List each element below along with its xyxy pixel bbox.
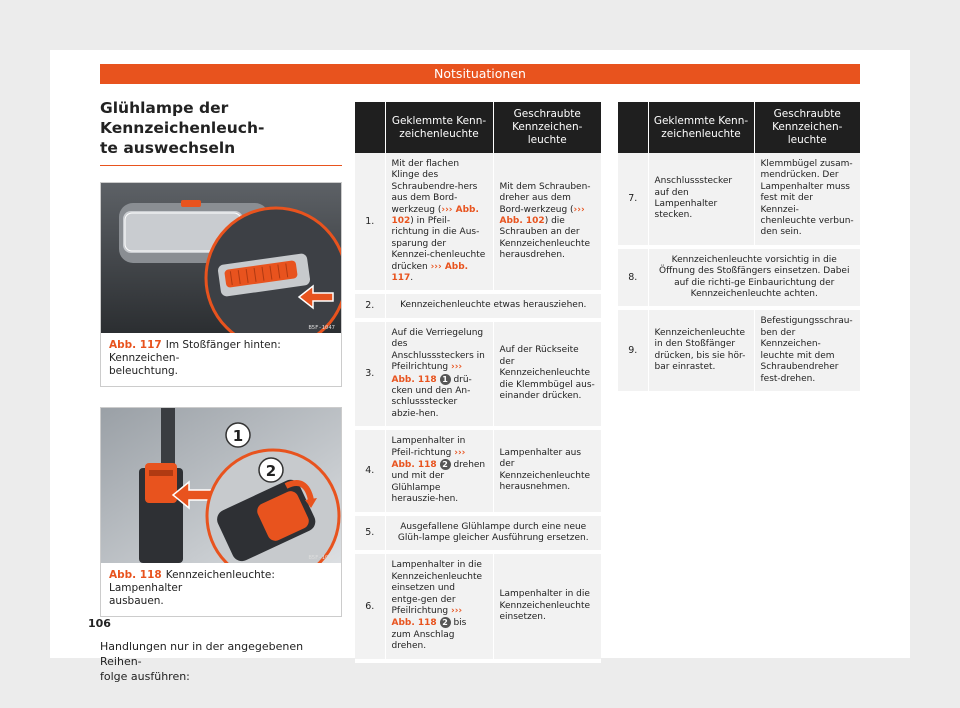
- table-row: [618, 308, 860, 392]
- chapter-title: Notsituationen: [434, 66, 526, 81]
- step-clipped: Mit der flachen Klinge des Schraubendre-hers aus dem Bord-werkzeug (››› Abb. 102) in Pfeil-richtung in die Aus-sparung der Kennzei-chenleuchte drücken ››› Abb. 117.: [385, 153, 493, 292]
- table-row: [355, 320, 601, 428]
- callout-marker: 2: [440, 617, 451, 628]
- table-row: [618, 153, 860, 247]
- step-clipped: Lampenhalter in Pfeil-richtung ››› Abb. 118 2 drehen und mit der Glühlampe herauszie-hen.: [385, 428, 493, 513]
- table-row: [618, 247, 860, 309]
- table-header-num: [355, 102, 385, 153]
- step-clipped: Anschlussstecker auf den Lampenhalter stecken.: [648, 153, 754, 247]
- step-number: 2.: [355, 292, 385, 319]
- table-row: [355, 292, 601, 319]
- chapter-header: [100, 64, 860, 84]
- step-shared: Kennzeichenleuchte etwas herausziehen.: [385, 292, 601, 319]
- bumper-license-light-illustration: [101, 183, 341, 333]
- table-header-screwed: Geschraubte Kennzeichen- leuchte: [754, 102, 860, 153]
- procedure-table-part1: [355, 102, 601, 663]
- lamp-holder-illustration: [101, 408, 341, 563]
- cross-reference-link[interactable]: ››› Abb. 118: [391, 447, 466, 470]
- intro-text: Handlungen nur in der angegebenen Reihen- folge ausführen:: [100, 640, 304, 683]
- step-number: 5.: [355, 514, 385, 553]
- step-screwed: Klemmbügel zusam-mendrücken. Der Lampenhalter muss fest mit der Kennzei-chenleuchte verbun-den sein.: [754, 153, 860, 247]
- table-header-clipped: Geklemmte Kenn- zeichenleuchte: [385, 102, 493, 153]
- step-clipped: Kennzeichenleuchte in den Stoßfänger drücken, bis sie hör-bar einrastet.: [648, 308, 754, 392]
- table-header-row: [355, 102, 601, 153]
- step-screwed: Mit dem Schrauben-dreher aus dem Bord-werkzeug (››› Abb. 102) die Schrauben an der Kennzeichenleuchte herausdrehen.: [493, 153, 601, 292]
- callout-marker: 1: [440, 374, 451, 385]
- figure-118: [100, 407, 342, 617]
- figure-code: B5F-1048: [308, 555, 335, 561]
- step-number: 9.: [618, 308, 648, 392]
- table-row: [355, 552, 601, 660]
- step-shared: Ausgefallene Glühlampe durch eine neue Glüh-lampe gleicher Ausführung ersetzen.: [385, 514, 601, 553]
- caption-text: Im Stoßfänger hinten: Kennzeichen- beleuchtung.: [109, 339, 281, 377]
- marker-1: 1: [232, 427, 244, 445]
- step-screwed: Lampenhalter in die Kennzeichenleuchte einsetzen.: [493, 552, 601, 660]
- figure-ref: Abb. 118: [109, 569, 162, 581]
- marker-2: 2: [265, 462, 277, 480]
- table-header-clipped: Geklemmte Kenn- zeichenleuchte: [648, 102, 754, 153]
- step-number: 3.: [355, 320, 385, 428]
- step-number: 1.: [355, 153, 385, 292]
- table-row: [355, 153, 601, 292]
- step-number: 4.: [355, 428, 385, 513]
- page-number: 106: [88, 617, 111, 630]
- figure-117-image: [101, 183, 341, 333]
- left-column: [100, 98, 342, 684]
- table-header-num: [618, 102, 648, 153]
- step-screwed: Befestigungsschrau-ben der Kennzeichen-leuchte mit dem Schraubendreher fest-drehen.: [754, 308, 860, 392]
- step-number: 6.: [355, 552, 385, 660]
- cross-reference-link[interactable]: ››› Abb. 102: [499, 204, 585, 227]
- step-screwed: Auf der Rückseite der Kennzeichenleuchte die Klemmbügel aus-einander drücken.: [493, 320, 601, 428]
- step-clipped: Lampenhalter in die Kennzeichenleuchte einsetzen und entge-gen der Pfeilrichtung ››› Abb. 118 2 bis zum Anschlag drehen.: [385, 552, 493, 660]
- table-header-screwed: Geschraubte Kennzeichen- leuchte: [493, 102, 601, 153]
- step-clipped: Auf die Verriegelung des Anschlusssteckers in Pfeilrichtung ››› Abb. 118 1 drü-cken und den An-schlussstecker abzie-hen.: [385, 320, 493, 428]
- cross-reference-link[interactable]: ››› Abb. 102: [391, 204, 479, 227]
- step-number: 8.: [618, 247, 648, 309]
- section-title: Glühlampe der Kennzeichenleuch- te auswechseln: [100, 98, 342, 166]
- figure-code: B5F-1047: [308, 325, 335, 331]
- callout-marker: 2: [440, 459, 451, 470]
- figure-118-image: [101, 408, 341, 563]
- step-number: 7.: [618, 153, 648, 247]
- figure-117-caption: [101, 333, 341, 386]
- table-row: [355, 514, 601, 553]
- figure-118-caption: [101, 563, 341, 616]
- caption-text: Kennzeichenleuchte: Lampenhalter ausbauen.: [109, 569, 275, 607]
- figure-117: [100, 182, 342, 387]
- procedure-table-part2: [618, 102, 860, 395]
- step-shared: Kennzeichenleuchte vorsichtig in die Öffnung des Stoßfängers einsetzen. Dabei auf die richti-ge Einbaurichtung der Kennzeichenleuchte achten.: [648, 247, 860, 309]
- step-screwed: Lampenhalter aus der Kennzeichenleuchte herausnehmen.: [493, 428, 601, 513]
- table-row: [355, 428, 601, 513]
- figure-ref: Abb. 117: [109, 339, 162, 351]
- cross-reference-link[interactable]: ››› Abb. 118: [391, 606, 463, 629]
- cross-reference-link[interactable]: ››› Abb. 118: [391, 362, 463, 385]
- cross-reference-link[interactable]: ››› Abb. 117: [391, 261, 469, 284]
- table-header-row: [618, 102, 860, 153]
